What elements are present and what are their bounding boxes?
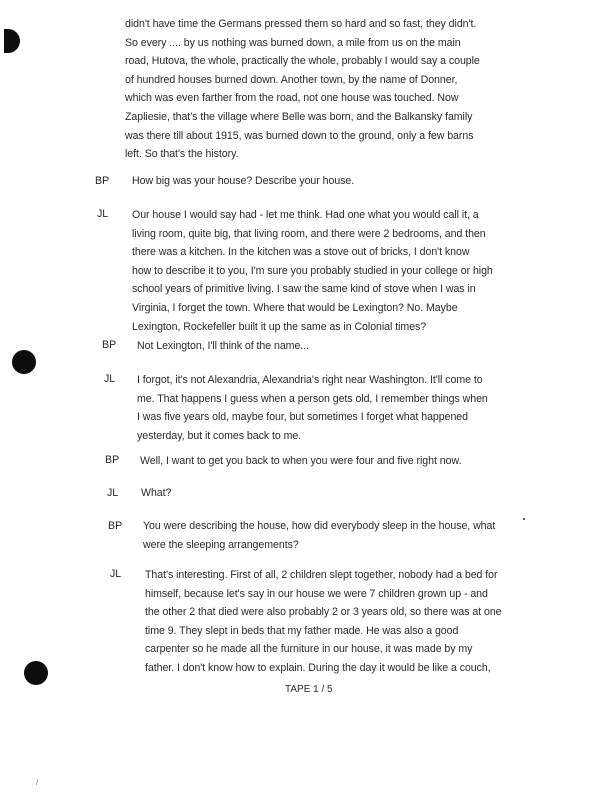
dialogue-entry [137, 371, 488, 445]
dialogue-line: Well, I want to get you back to when you were four and five right now. [140, 455, 462, 467]
dialogue-line: Not Lexington, I'll think of the name... [137, 340, 309, 352]
speaker-label: JL [104, 373, 116, 385]
intro-line: So every .... by us nothing was burned down, a mile from us on the main [125, 36, 461, 49]
dialogue-line: How big was your house? Describe your house. [132, 175, 355, 187]
dialogue-entry [145, 566, 502, 678]
punch-hole-bottom [24, 661, 48, 685]
intro-line: road, Hutova, the whole, practically the whole, probably I would say a couple [125, 55, 480, 68]
speaker-label: JL [107, 487, 119, 499]
page-footer: TAPE 1 / 5 [285, 684, 333, 695]
dialogue-line: there was a kitchen. In the kitchen was a stove out of bricks, I don't know [132, 246, 470, 259]
speaker-label: JL [97, 208, 109, 220]
intro-line: was there till about 1915, was burned down to the ground, only a few barns [125, 129, 474, 142]
dialogue-entry [141, 484, 171, 503]
dialogue-line: were the sleeping arrangements? [143, 538, 299, 551]
dialogue-entry [137, 337, 309, 356]
dialogue-line: Virginia, I forget the town. Where that would be Lexington? No. Maybe [132, 301, 458, 314]
intro-line: which was even farther from the road, not one house was touched. Now [125, 92, 459, 105]
dialogue-line: living room, quite big, that living room, and there were 2 bedrooms, and then [132, 227, 486, 240]
intro-line: Zapliesie, that's the village where Belle was born, and the Balkansky family [125, 110, 473, 123]
dialogue-line: Lexington, Rockefeller built it up the same as in Colonial times? [132, 320, 427, 333]
dialogue-entry [140, 452, 461, 471]
dialogue-line: I was five years old, maybe four, but sometimes I forget what happened [137, 411, 468, 424]
punch-hole-middle [12, 350, 36, 374]
dialogue-entry [143, 517, 495, 554]
punch-hole-top [4, 29, 20, 53]
intro-line: left. So that's the history. [125, 148, 239, 161]
dialogue-line: carpenter so he made all the furniture in our house, it was made by my [145, 643, 473, 656]
dialogue-line: himself, because let's say in our house we were 7 children grown up - and [145, 587, 488, 600]
speaker-label: JL [110, 568, 122, 580]
dialogue-line: school years of primitive living. I saw the same kind of stove when I was in [132, 283, 476, 296]
dialogue-line: Our house I would say had - let me think. Had one what you would call it, a [132, 209, 479, 221]
dialogue-line: That's interesting. First of all, 2 children slept together, nobody had a bed for [145, 569, 498, 581]
dialogue-line: yesterday, but it comes back to me. [137, 429, 302, 442]
intro-paragraph [125, 15, 480, 164]
speaker-label: BP [95, 175, 110, 187]
speaker-label: BP [102, 339, 117, 351]
dialogue-line: father. I don't know how to explain. During the day it would be like a couch, [145, 661, 491, 674]
dialogue-line: time 9. They slept in beds that my father made. He was also a good [145, 624, 459, 637]
stray-mark: / [36, 778, 39, 787]
speaker-label: BP [105, 454, 120, 466]
dialogue-entry [132, 206, 493, 336]
speaker-label: BP [108, 520, 123, 532]
dialogue-line: how to describe it to you, I'm sure you probably studied in your college or high [132, 264, 493, 277]
intro-line: didn't have time the Germans pressed them so hard and so fast, they didn't. [125, 18, 477, 30]
dialogue-line: You were describing the house, how did everybody sleep in the house, what [143, 520, 496, 532]
dialogue-line: What? [141, 487, 172, 499]
intro-line: of hundred houses burned down. Another town, by the name of Donner, [125, 73, 458, 86]
dialogue-line: the other 2 that died were also probably 2 or 3 years old, so there was at one [145, 606, 502, 619]
dialogue-line: I forgot, it's not Alexandria, Alexandria's right near Washington. It'll come to [137, 374, 483, 386]
dialogue-entry [132, 172, 354, 191]
scan-speck [523, 518, 525, 520]
dialogue-line: me. That happens I guess when a person gets old, I remember things when [137, 392, 488, 405]
